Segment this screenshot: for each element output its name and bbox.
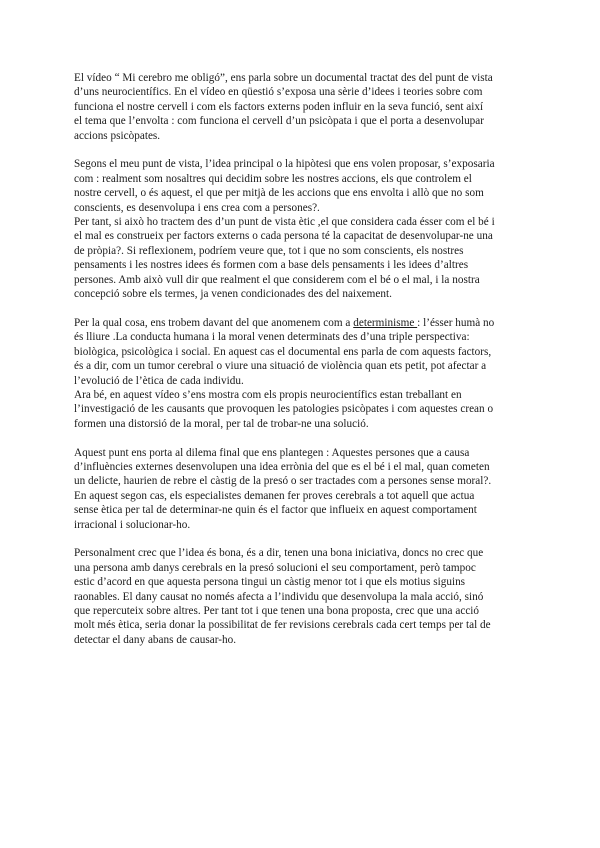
paragraph-5 bbox=[74, 546, 536, 647]
text-line: com : realment som nosaltres qui decidim sobre les nostres accions, els que controlem el bbox=[74, 172, 472, 185]
paragraph-3 bbox=[74, 316, 536, 431]
text-line: sense ètica per tal de determinar-ne quin és el factor que influeix en aquest comportament bbox=[74, 504, 477, 517]
document-body bbox=[74, 71, 536, 662]
text-line: l’investigació de les causants que provoquen les patologies psicòpates i com aquestes crean o bbox=[74, 403, 494, 416]
text-line: és lliure .La conducta humana i la moral venen determinats des d’una triple perspectiva: bbox=[74, 331, 470, 344]
text-line: funciona el nostre cervell i com els factors externs poden influir en la seva funció, sent així bbox=[74, 100, 484, 113]
text-line: conscients, es desenvolupa i ens crea com a persones?. bbox=[74, 201, 320, 214]
text-line: Personalment crec que l’idea és bona, és a dir, tenen una bona iniciativa, doncs no crec que bbox=[74, 547, 484, 560]
text-line: nostre cervell, o és aquest, el que per mitjà de les accions que ens envolta i allò que no som bbox=[74, 187, 484, 200]
underlined-term: determinisme bbox=[353, 316, 418, 329]
text-line: persones. Amb això vull dir que realment el que considerem com el bé o el mal, i la nostra bbox=[74, 273, 480, 286]
text-line: En aquest segon cas, els especialistes demanen fer proves cerebrals a tot aquell que actua bbox=[74, 489, 475, 502]
text-line: accions psicòpates. bbox=[74, 129, 161, 142]
text-line: una persona amb danys cerebrals en la presó solucioni el seu comportament, però tampoc bbox=[74, 561, 476, 574]
text-line: d’influències externes desenvolupen una idea errònia del que es el bé i el mal, quan cometen bbox=[74, 460, 490, 473]
text-line: el tema que l’envolta : com funciona el cervell d’un psicòpata i que el porta a desenvolupar bbox=[74, 115, 485, 128]
paragraph-1 bbox=[74, 71, 536, 143]
text-line: Ara bé, en aquest vídeo s’ens mostra com els propis neurocientífics estan treballant en bbox=[74, 388, 462, 401]
paragraph-4 bbox=[74, 446, 536, 532]
text-line: irracional i solucionar-ho. bbox=[74, 518, 191, 531]
text-segment: Per la qual cosa, ens trobem davant del que anomenem com a bbox=[74, 316, 354, 329]
text-line: Aquest punt ens porta al dilema final que ens plantegen : Aquestes persones que a causa bbox=[74, 446, 470, 459]
text-line: concepció sobre els termes, ja venen condicionades des del naixement. bbox=[74, 288, 392, 301]
text-line: és a dir, com un tumor cerebral o viure una situació de violència quan ets petit, pot afectar a bbox=[74, 360, 487, 373]
text-line: de pròpia?. Si reflexionem, podríem veure que, tot i que no som conscients, els nostres bbox=[74, 244, 464, 257]
text-line: formen una distorsió de la moral, per tal de trobar-ne una solució. bbox=[74, 417, 369, 430]
text-line: un delicte, haurien de rebre el càstig de la presó o ser tractades com a persones sense moral?. bbox=[74, 475, 492, 488]
text-line: que repercuteix sobre altres. Per tant tot i que tenen una bona proposta, crec que una acció bbox=[74, 604, 480, 617]
text-line: el mal es construeix per factors externs o cada persona té la capacitat de desenvolupar-ne una bbox=[74, 230, 493, 243]
text-line: estic d’acord en que aquesta persona tingui un càstig menor tot i que els motius siguins bbox=[74, 576, 466, 589]
text-line: pensaments i les nostres idees és formen com a base dels pensaments i les idees d’altres bbox=[74, 259, 469, 272]
text-segment: : l’ésser humà no bbox=[417, 316, 495, 329]
paragraph-2 bbox=[74, 157, 536, 301]
text-line bbox=[74, 316, 536, 330]
text-line: El vídeo “ Mi cerebro me obligó”, ens parla sobre un documental tractat des del punt de vista bbox=[74, 72, 493, 84]
text-line: l’evolució de l’ètica de cada individu. bbox=[74, 374, 244, 387]
text-line: detectar el dany abans de causar-ho. bbox=[74, 633, 237, 646]
text-line: Per tant, si això ho tractem des d’un punt de vista ètic ,el que considera cada ésser com el bé i bbox=[74, 216, 495, 229]
text-line: d’uns neurocientífics. En el vídeo en qüestió s’exposa una sèrie d’idees i teories sobre com bbox=[74, 86, 483, 99]
text-line: raonables. El dany causat no només afecta a l’individu que desenvolupa la mala acció, sinó bbox=[74, 590, 484, 603]
text-line: Segons el meu punt de vista, l’idea principal o la hipòtesi que ens volen proposar, s’exposaria bbox=[74, 158, 495, 171]
text-line: molt més ètica, seria donar la possibilitat de fer revisions cerebrals cada cert temps per tal de bbox=[74, 619, 491, 632]
text-line: biològica, psicològica i social. En aquest cas el documental ens parla de com aquests factors, bbox=[74, 345, 492, 358]
